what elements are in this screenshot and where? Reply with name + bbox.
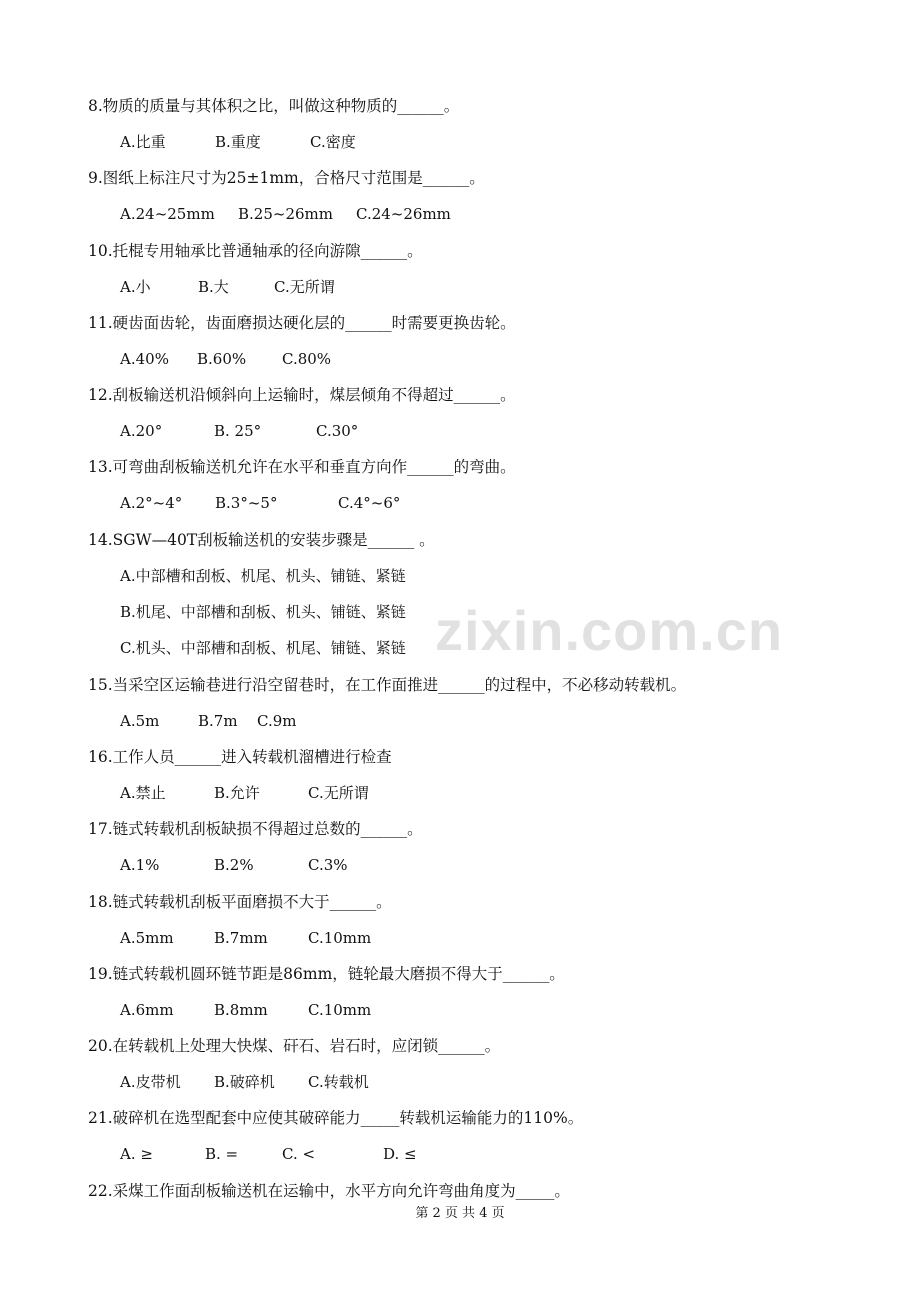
option-c: C.10mm: [308, 1001, 372, 1019]
option-a: A.6mm: [120, 1001, 174, 1019]
option-a: A.2°~4°: [120, 494, 183, 512]
option-a: A.5m: [120, 712, 160, 730]
option-b: B.2%: [214, 856, 254, 874]
option-c: C.转载机: [308, 1073, 369, 1091]
option-a: A.40%: [120, 350, 169, 368]
options-q19: [120, 1000, 371, 1020]
options-q16: [120, 783, 369, 803]
option-c: C.80%: [282, 350, 332, 368]
option-b: B. =: [205, 1145, 239, 1163]
option-c: C.10mm: [308, 929, 372, 947]
options-q8: [120, 132, 356, 152]
question-10: 10.托棍专用轴承比普通轴承的径向游隙______。: [88, 242, 423, 260]
option-c-line: C.机头、中部槽和刮板、机尾、铺链、紧链: [120, 639, 406, 657]
option-c: C.密度: [310, 133, 356, 151]
option-a: A.20°: [120, 422, 163, 440]
option-b: B.大: [198, 278, 229, 296]
option-c: C. <: [282, 1145, 316, 1163]
option-a: A.皮带机: [120, 1073, 181, 1091]
watermark: zixin.com.cn: [435, 599, 784, 662]
options-q11: [120, 349, 331, 369]
option-a: A.5mm: [120, 929, 174, 947]
page-footer: 第 2 页 共 4 页: [415, 1206, 505, 1221]
question-8: 8.物质的质量与其体积之比，叫做这种物质的______。: [88, 97, 460, 115]
options-q21: [120, 1144, 417, 1164]
option-b: B. 25°: [214, 422, 262, 440]
question-9: 9.图纸上标注尺寸为25±1mm，合格尺寸范围是______。: [88, 169, 485, 187]
options-q10: [120, 277, 335, 297]
options-q9: [120, 204, 451, 224]
option-b: B.重度: [215, 133, 261, 151]
option-b: B.60%: [197, 350, 247, 368]
option-c: C.无所谓: [308, 784, 369, 802]
option-a: A.比重: [120, 133, 166, 151]
option-a: A.1%: [120, 856, 160, 874]
option-c: C.3%: [308, 856, 348, 874]
option-a: A.禁止: [120, 784, 166, 802]
question-11: 11.硬齿面齿轮，齿面磨损达硬化层的______时需要更换齿轮。: [88, 314, 516, 332]
option-c: C.9m: [257, 712, 297, 730]
options-q17: [120, 855, 348, 875]
option-c: C.30°: [316, 422, 359, 440]
question-17: 17.链式转载机刮板缺损不得超过总数的______。: [88, 820, 423, 838]
question-20: 20.在转载机上处理大快煤、矸石、岩石时，应闭锁______。: [88, 1037, 501, 1055]
options-q15: [120, 711, 296, 731]
option-c: C.4°~6°: [338, 494, 401, 512]
options-q12: [120, 421, 358, 441]
options-q13: [120, 493, 400, 513]
question-18: 18.链式转载机刮板平面磨损不大于______。: [88, 893, 392, 911]
option-c: C.无所谓: [274, 278, 335, 296]
option-a: A.24~25mm: [120, 205, 215, 223]
question-13: 13.可弯曲刮板输送机允许在水平和垂直方向作______的弯曲。: [88, 458, 516, 476]
option-b: B.允许: [214, 784, 260, 802]
option-b-line: B.机尾、中部槽和刮板、机头、铺链、紧链: [120, 603, 406, 621]
question-12: 12.刮板输送机沿倾斜向上运输时，煤层倾角不得超过______。: [88, 386, 516, 404]
option-c: C.24~26mm: [356, 205, 451, 223]
question-16: 16.工作人员______进入转载机溜槽进行检查: [88, 748, 392, 766]
option-b: B.7mm: [214, 929, 268, 947]
question-19: 19.链式转载机圆环链节距是86mm，链轮最大磨损不得大于______。: [88, 965, 565, 983]
option-b: B.3°~5°: [215, 494, 278, 512]
option-b: B.8mm: [214, 1001, 268, 1019]
option-a: A. ≥: [120, 1145, 153, 1163]
options-q20: [120, 1072, 369, 1092]
option-b: B.破碎机: [214, 1073, 275, 1091]
option-b: B.25~26mm: [238, 205, 333, 223]
option-a-line: A.中部槽和刮板、机尾、机头、铺链、紧链: [120, 567, 406, 585]
options-q18: [120, 928, 371, 948]
option-b: B.7m: [198, 712, 238, 730]
option-a: A.小: [120, 278, 151, 296]
question-14: 14.SGW—40T刮板输送机的安装步骤是______ 。: [88, 531, 435, 549]
option-d: D. ≤: [383, 1145, 417, 1163]
question-22: 22.采煤工作面刮板输送机在运输中，水平方向允许弯曲角度为_____。: [88, 1182, 570, 1200]
question-15: 15.当采空区运输巷进行沿空留巷时，在工作面推进______的过程中，不必移动转载机。: [88, 676, 687, 694]
question-21: 21.破碎机在选型配套中应使其破碎能力_____转载机运输能力的110%。: [88, 1109, 584, 1127]
